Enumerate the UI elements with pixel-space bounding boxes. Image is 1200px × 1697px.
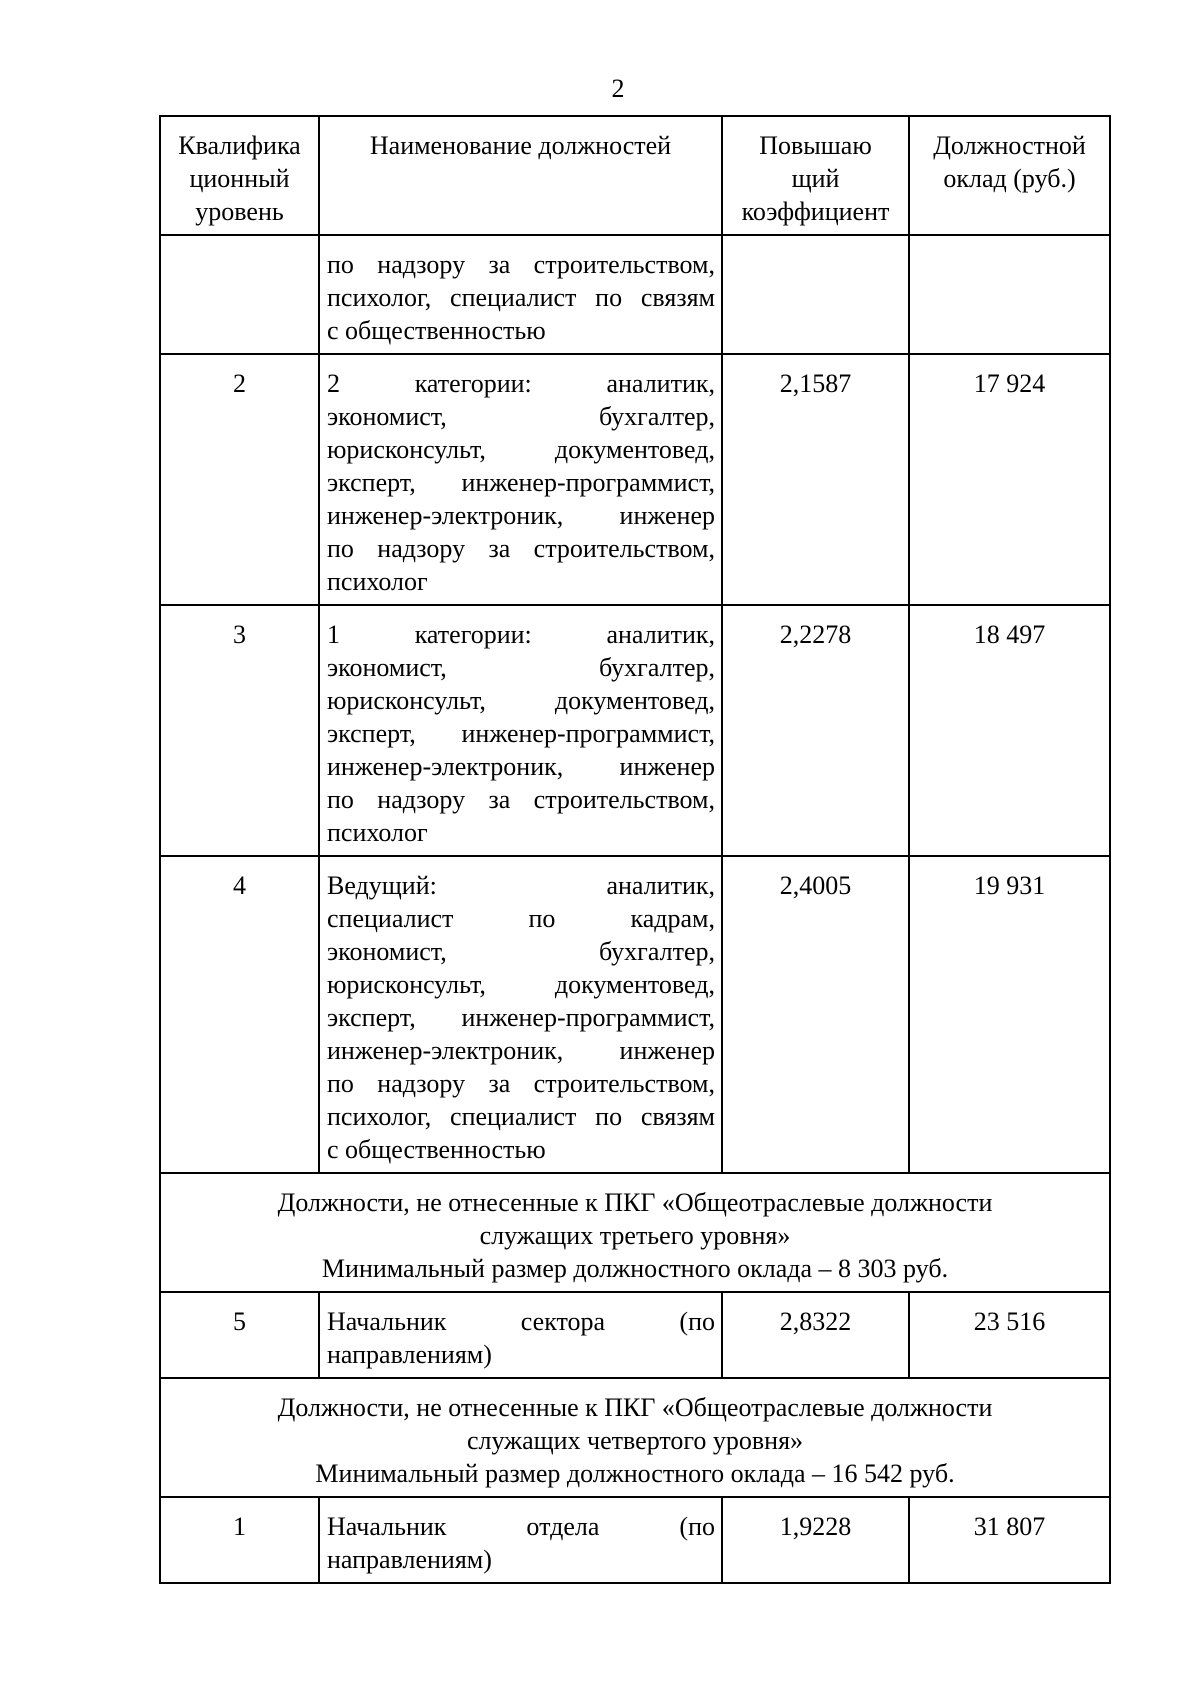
level-cell: 3	[160, 605, 319, 856]
table-header-row	[160, 116, 1110, 235]
salary-cell: 19 931	[909, 856, 1110, 1173]
level-cell: 1	[160, 1497, 319, 1583]
table-row	[160, 1497, 1110, 1583]
table-row	[160, 856, 1110, 1173]
level-cell: 2	[160, 354, 319, 605]
table-row	[160, 235, 1110, 354]
position-cell: 2 категории: аналитик, экономист, бухгалтер, юрисконсульт, документовед, эксперт, инженер-программист, инженер-электроник, инженер по надзору за строительством, психолог	[319, 354, 722, 605]
position-cell: Ведущий: аналитик, специалист по кадрам, экономист, бухгалтер, юрисконсульт, документовед, эксперт, инженер-программист, инженер-электроник, инженер по надзору за строительством, психолог, специалист по связям с общественностью	[319, 856, 722, 1173]
header-position-name: Наименование должностей	[319, 116, 722, 235]
table-row	[160, 605, 1110, 856]
group-row-third-level	[160, 1173, 1110, 1292]
header-qualification-level: Квалифика ционный уровень	[160, 116, 319, 235]
group-row-fourth-level	[160, 1378, 1110, 1497]
salary-cell	[909, 235, 1110, 354]
position-cell: Начальник отдела (по направлениям)	[319, 1497, 722, 1583]
position-cell: по надзору за строительством, психолог, специалист по связям с общественностью	[319, 235, 722, 354]
coefficient-cell: 2,8322	[722, 1292, 909, 1378]
header-salary: Должностной оклад (руб.)	[909, 116, 1110, 235]
position-cell: 1 категории: аналитик, экономист, бухгалтер, юрисконсульт, документовед, эксперт, инженер-программист, инженер-электроник, инженер по надзору за строительством, психолог	[319, 605, 722, 856]
salary-table	[159, 115, 1111, 1584]
coefficient-cell: 2,1587	[722, 354, 909, 605]
coefficient-cell	[722, 235, 909, 354]
group-heading: Должности, не отнесенные к ПКГ «Общеотраслевые должности служащих третьего уровня» Минимальный размер должностного оклада – 8 303 руб.	[160, 1173, 1110, 1292]
coefficient-cell: 1,9228	[722, 1497, 909, 1583]
position-cell: Начальник сектора (по направлениям)	[319, 1292, 722, 1378]
group-heading: Должности, не отнесенные к ПКГ «Общеотраслевые должности служащих четвертого уровня» Минимальный размер должностного оклада – 16 542 руб.	[160, 1378, 1110, 1497]
table-row	[160, 1292, 1110, 1378]
salary-cell: 17 924	[909, 354, 1110, 605]
coefficient-cell: 2,4005	[722, 856, 909, 1173]
coefficient-cell: 2,2278	[722, 605, 909, 856]
level-cell	[160, 235, 319, 354]
table-row	[160, 354, 1110, 605]
salary-cell: 23 516	[909, 1292, 1110, 1378]
header-coefficient: Повышаю щий коэффициент	[722, 116, 909, 235]
level-cell: 5	[160, 1292, 319, 1378]
level-cell: 4	[160, 856, 319, 1173]
salary-cell: 18 497	[909, 605, 1110, 856]
page-number: 2	[611, 74, 625, 103]
salary-cell: 31 807	[909, 1497, 1110, 1583]
